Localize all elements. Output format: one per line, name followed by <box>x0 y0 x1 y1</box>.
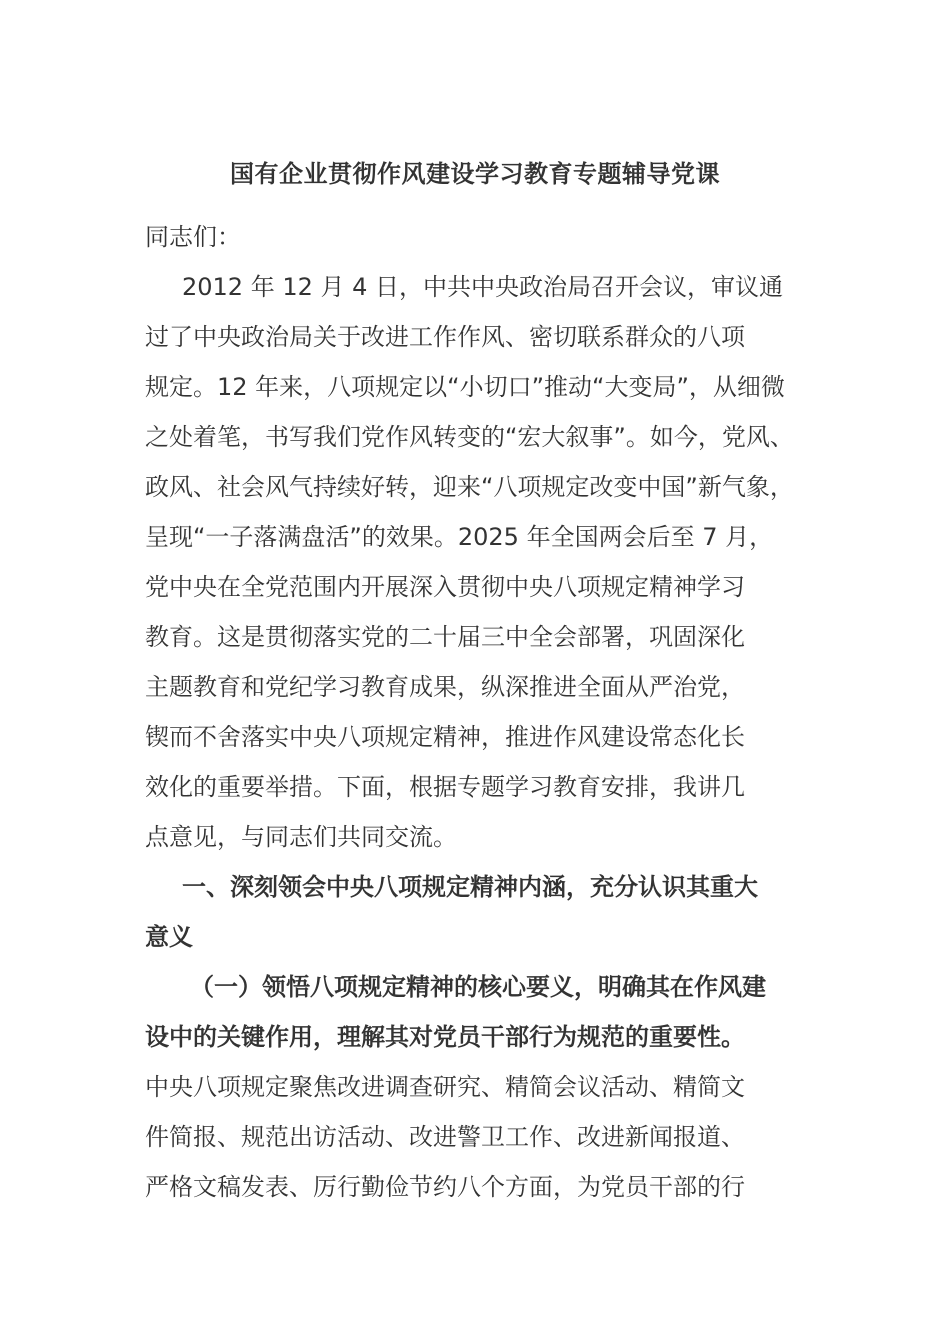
paragraph-line: 锲而不舍落实中央八项规定精神，推进作风建设常态化长 <box>145 723 745 751</box>
section-heading-line: 一、深刻领会中央八项规定精神内涵，充分认识其重大 <box>182 873 758 901</box>
paragraph-line: 主题教育和党纪学习教育成果，纵深推进全面从严治党， <box>145 673 745 701</box>
paragraph-line: 规定。12 年来，八项规定以“小切口”推动“大变局”，从细微 <box>145 373 785 401</box>
paragraph-line: 中央八项规定聚焦改进调查研究、精简会议活动、精简文 <box>145 1073 745 1101</box>
subsection-heading-line: 设中的关键作用，理解其对党员干部行为规范的重要性。 <box>145 1023 745 1051</box>
paragraph-line: 呈现“一子落满盘活”的效果。2025 年全国两会后至 7 月， <box>145 523 774 551</box>
paragraph-line: 严格文稿发表、厉行勤俭节约八个方面，为党员干部的行 <box>145 1173 745 1201</box>
paragraph-line: 过了中央政治局关于改进工作作风、密切联系群众的八项 <box>145 323 745 351</box>
document-title: 国有企业贯彻作风建设学习教育专题辅导党课 <box>230 160 720 188</box>
paragraph-line: 政风、社会风气持续好转，迎来“八项规定改变中国”新气象， <box>145 473 794 501</box>
document-body <box>145 212 825 1212</box>
greeting: 同志们： <box>145 223 241 251</box>
paragraph-line: 教育。这是贯彻落实党的二十届三中全会部署，巩固深化 <box>145 623 745 651</box>
paragraph-line: 效化的重要举措。下面，根据专题学习教育安排，我讲几 <box>145 773 745 801</box>
subsection-heading-line: （一）领悟八项规定精神的核心要义，明确其在作风建 <box>190 973 766 1001</box>
paragraph-line: 点意见，与同志们共同交流。 <box>145 823 457 851</box>
section-heading-line: 意义 <box>145 923 193 951</box>
paragraph-line: 件简报、规范出访活动、改进警卫工作、改进新闻报道、 <box>145 1123 745 1151</box>
paragraph-line: 2012 年 12 月 4 日，中共中央政治局召开会议，审议通 <box>182 273 784 301</box>
paragraph-line: 党中央在全党范围内开展深入贯彻中央八项规定精神学习 <box>145 573 745 601</box>
paragraph-line: 之处着笔，书写我们党作风转变的“宏大叙事”。如今，党风、 <box>145 423 794 451</box>
